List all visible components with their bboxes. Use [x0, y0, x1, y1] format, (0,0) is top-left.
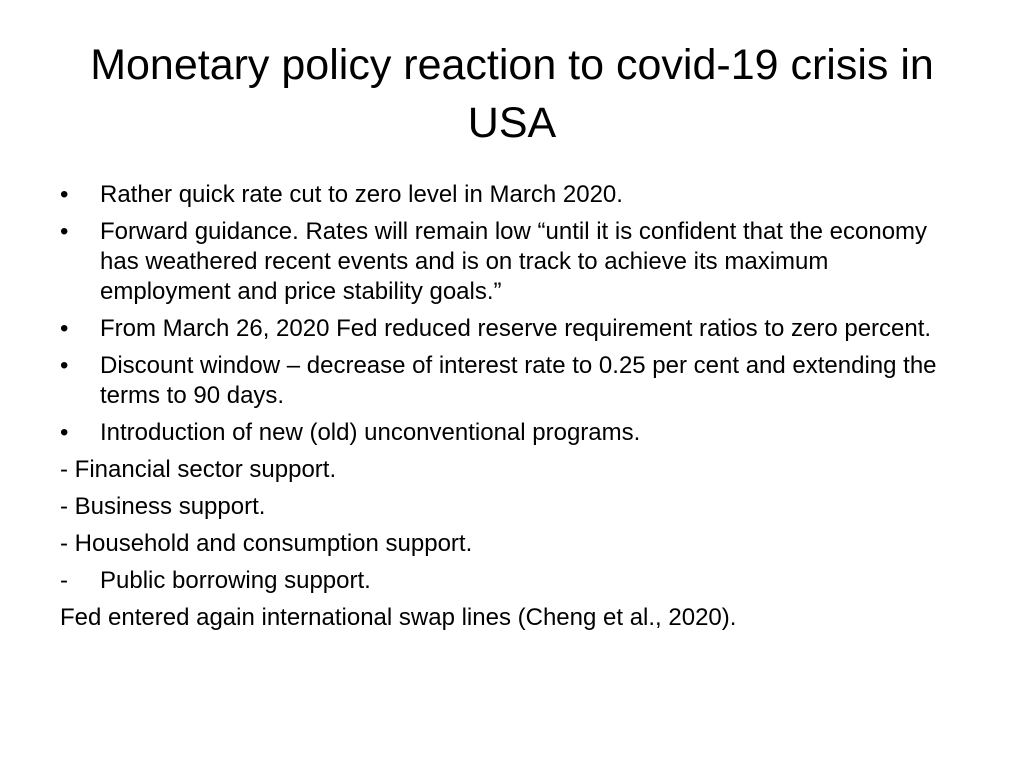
bullet-marker: • [60, 181, 69, 208]
bullet-item [60, 418, 960, 448]
bullet-text: Discount window – decrease of interest rate to 0.25 per cent and extending the terms to 90 days. [100, 352, 937, 409]
bullet-item [60, 314, 960, 344]
bullet-item [60, 180, 960, 210]
bullet-marker: • [60, 419, 69, 446]
plain-line: - Financial sector support. [60, 456, 337, 483]
plain-line: - Household and consumption support. [60, 530, 473, 557]
bullet-text: Forward guidance. Rates will remain low “until it is confident that the economy has weathered recent events and is on track to achieve its maximum employment and price stability goals.” [100, 218, 928, 305]
closing-line: Fed entered again international swap lines (Cheng et al., 2020). [60, 604, 737, 631]
bullet-marker: • [60, 218, 69, 245]
bullet-item [60, 351, 960, 411]
bullet-text: Introduction of new (old) unconventional programs. [100, 419, 641, 446]
slide-title: Monetary policy reaction to covid-19 crisis in USA [90, 41, 934, 147]
bullet-item [60, 217, 960, 307]
bullet-text: Rather quick rate cut to zero level in March 2020. [100, 181, 623, 208]
dash-marker: - [60, 567, 68, 594]
plain-line: - Business support. [60, 493, 266, 520]
slide-body [60, 180, 960, 640]
dash-text: Public borrowing support. [100, 567, 371, 594]
bullet-text: From March 26, 2020 Fed reduced reserve requirement ratios to zero percent. [100, 315, 932, 342]
bullet-marker: • [60, 315, 69, 342]
bullet-marker: • [60, 352, 69, 379]
dash-item [60, 566, 960, 596]
